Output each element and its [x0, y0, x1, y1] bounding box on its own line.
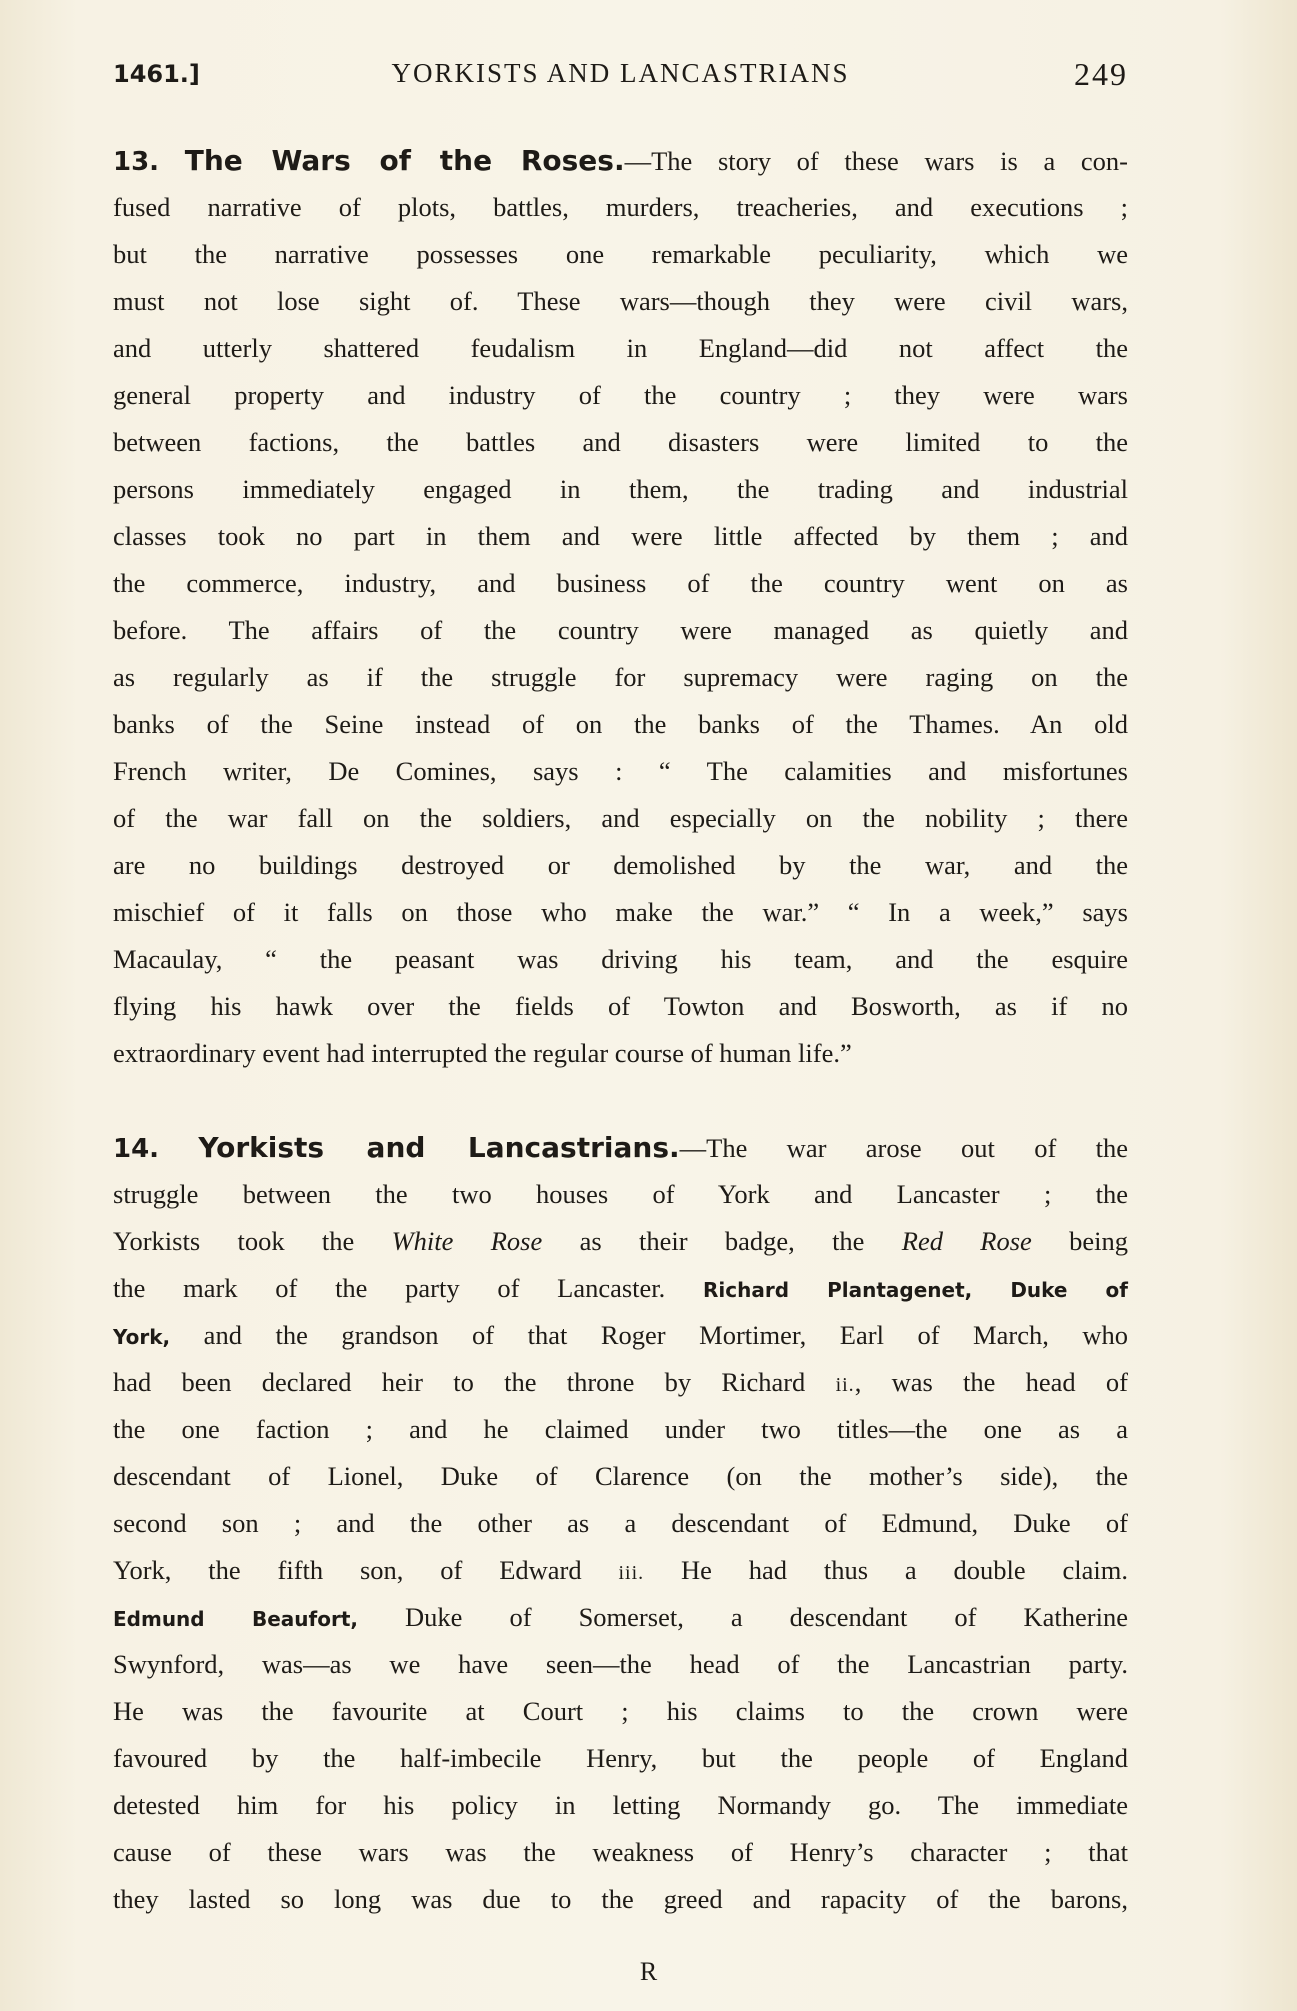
paragraph-line: the commerce, industry, and business of the country went on as [113, 568, 1128, 598]
paragraph-line: and utterly shattered feudalism in England—did not affect the [113, 333, 1128, 363]
paragraph-line [113, 1547, 1128, 1594]
paragraph-line: as regularly as if the struggle for supremacy were raging on the [113, 662, 1128, 692]
paragraph-line: between factions, the battles and disasters were limited to the [113, 427, 1128, 457]
paragraph-line [113, 1218, 1128, 1265]
text-run: as their badge, the [542, 1226, 902, 1256]
header-title: YORKISTS AND LANCASTRIANS [391, 58, 850, 88]
paragraph-line [113, 1312, 1128, 1359]
paragraph-line [113, 1265, 1128, 1312]
header-year: 1461.] [113, 60, 200, 88]
paragraph-line: they lasted so long was due to the greed and rapacity of the barons, [113, 1884, 1128, 1914]
paragraph-line: of the war fall on the soldiers, and especially on the nobility ; there [113, 803, 1128, 833]
regnal-number: iii. [618, 1562, 645, 1584]
paragraph-line: but the narrative possesses one remarkable peculiarity, which we [113, 239, 1128, 269]
section-13-number: 13. [113, 147, 160, 177]
york-name: York, [113, 1325, 171, 1349]
paragraph-line: the one faction ; and he claimed under two titles—the one as a [113, 1414, 1128, 1444]
paragraph-line: general property and industry of the country ; they were wars [113, 380, 1128, 410]
text-run: He had thus a double claim. [644, 1555, 1128, 1585]
paragraph-line: must not lose sight of. These wars—though they were civil wars, [113, 286, 1128, 316]
paragraph-line: He was the favourite at Court ; his claims to the crown were [113, 1696, 1128, 1726]
paragraph-line: persons immediately engaged in them, the trading and industrial [113, 474, 1128, 504]
paragraph-line: Macaulay, “ the peasant was driving his team, and the esquire [113, 944, 1128, 974]
paragraph-line: extraordinary event had interrupted the regular course of human life.” [113, 1038, 852, 1068]
page-number: 249 [1074, 56, 1128, 92]
paragraph-line: French writer, De Comines, says : “ The calamities and misfortunes [113, 756, 1128, 786]
text-run: , was the head of [854, 1367, 1129, 1397]
text-run: being [1031, 1226, 1129, 1256]
paragraph-line [113, 1359, 1128, 1406]
signature-mark: R [639, 1957, 658, 1986]
red-rose-term: Red Rose [901, 1226, 1032, 1256]
text-run: had been declared heir to the throne by Richard [113, 1367, 836, 1397]
text-run: York, the fifth son, of Edward [113, 1555, 619, 1585]
paragraph-line: detested him for his policy in letting Normandy go. The immediate [113, 1790, 1128, 1820]
text-run: and the grandson of that Roger Mortimer, Earl of March, who [170, 1320, 1128, 1350]
paragraph-line: before. The affairs of the country were managed as quietly and [113, 615, 1128, 645]
paragraph-line: banks of the Seine instead of on the banks of the Thames. An old [113, 709, 1128, 739]
richard-plantagenet-name: Richard Plantagenet, Duke of [703, 1278, 1129, 1302]
text-run: Duke of Somerset, a descendant of Katherine [358, 1602, 1128, 1632]
paragraph-line: Swynford, was—as we have seen—the head of the Lancastrian party. [113, 1649, 1128, 1679]
text-run: the mark of the party of Lancaster. [113, 1273, 704, 1303]
section-13-text: —The story of these wars is a con- [624, 146, 1128, 176]
white-rose-term: White Rose [391, 1226, 543, 1256]
paragraph-line: fused narrative of plots, battles, murders, treacheries, and executions ; [113, 192, 1128, 222]
running-head [113, 56, 1128, 96]
paragraph-line: flying his hawk over the fields of Towton and Bosworth, as if no [113, 991, 1128, 1021]
paragraph-line: mischief of it falls on those who make the war.” “ In a week,” says [113, 897, 1128, 927]
paragraph-line: second son ; and the other as a descendant of Edmund, Duke of [113, 1508, 1128, 1538]
text-run: Yorkists took the [113, 1226, 392, 1256]
paragraph-line [113, 1594, 1128, 1641]
section-14-heading: Yorkists and Lancastrians. [198, 1131, 680, 1164]
paragraph-line: favoured by the half-imbecile Henry, but the people of England [113, 1743, 1128, 1773]
section-14-number: 14. [113, 1134, 160, 1164]
paragraph-line: cause of these wars was the weakness of Henry’s character ; that [113, 1837, 1128, 1867]
section-14-text: —The war arose out of the [679, 1133, 1128, 1163]
section-13-heading: The Wars of the Roses. [184, 144, 625, 177]
regnal-number: ii. [835, 1374, 855, 1396]
section-gap [113, 1077, 1128, 1124]
paragraph-line: classes took no part in them and were little affected by them ; and [113, 521, 1128, 551]
section-14-line-1 [113, 1124, 1128, 1171]
paragraph-line: are no buildings destroyed or demolished by the war, and the [113, 850, 1128, 880]
body-text [113, 137, 1128, 1923]
edmund-beaufort-name: Edmund Beaufort, [113, 1607, 358, 1631]
section-13-line-1 [113, 137, 1128, 184]
paragraph-line: descendant of Lionel, Duke of Clarence (on the mother’s side), the [113, 1461, 1128, 1491]
paragraph-line: struggle between the two houses of York and Lancaster ; the [113, 1179, 1128, 1209]
